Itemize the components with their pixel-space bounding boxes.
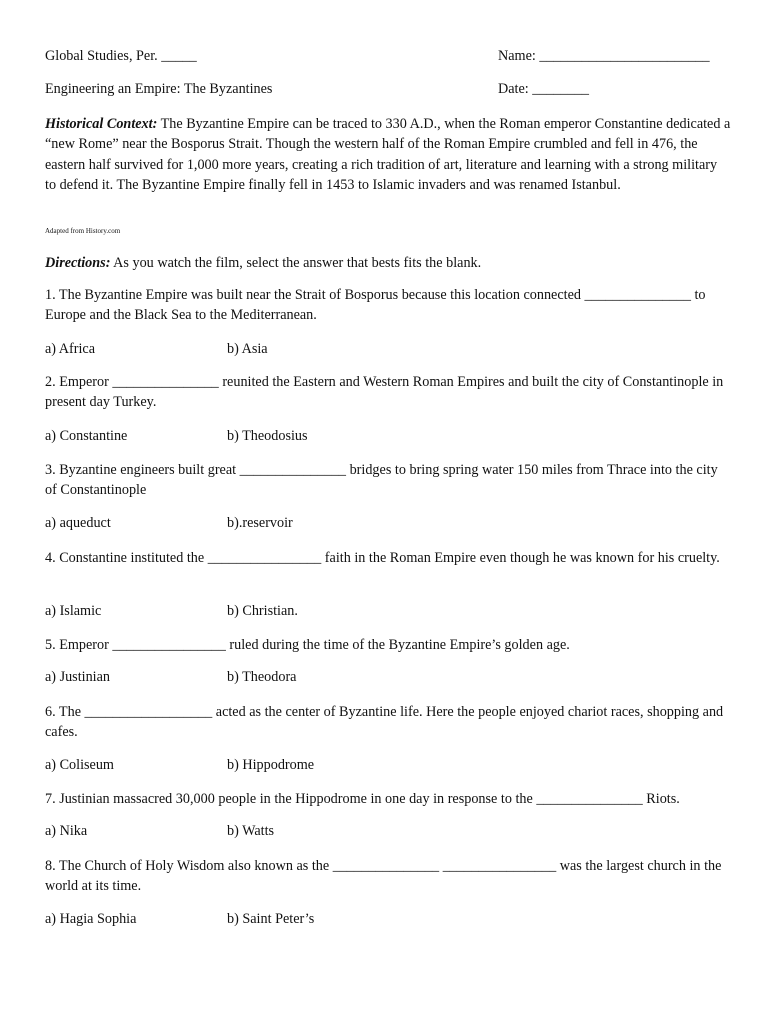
question-1: 1. The Byzantine Empire was built near the Strait of Bosporus because this location connected _______________ to Europe and the Black Sea to the Mediterranean. xyxy=(45,287,706,324)
question-5-option-a: a) Justinian xyxy=(45,669,111,685)
question-6: 6. The __________________ acted as the center of Byzantine life. Here the people enjoyed chariot races, shopping and cafes. xyxy=(45,704,724,741)
date-line: Date: ________ xyxy=(498,81,590,97)
course-period-line: Global Studies, Per. _____ xyxy=(45,48,197,64)
question-1-option-b: b) Asia xyxy=(227,341,268,357)
question-7: 7. Justinian massacred 30,000 people in the Hippodrome in one day in response to the _______________ Riots. xyxy=(45,791,680,807)
question-8: 8. The Church of Holy Wisdom also known as the _______________ ________________ was the largest church in the world at its time. xyxy=(45,858,722,895)
historical-context-label: Historical Context: xyxy=(45,116,158,132)
historical-context xyxy=(45,114,731,195)
question-5-option-b: b) Theodora xyxy=(227,669,297,685)
question-6-option-a: a) Coliseum xyxy=(45,757,114,773)
question-3-option-a: a) aqueduct xyxy=(45,515,111,531)
question-3-option-b: b).reservoir xyxy=(227,515,293,531)
question-7-option-b: b) Watts xyxy=(227,823,275,839)
question-3: 3. Byzantine engineers built great _______________ bridges to bring spring water 150 miles from Thrace into the city of Constantinople xyxy=(45,462,718,499)
directions-label: Directions: xyxy=(45,255,111,271)
historical-context-text: The Byzantine Empire can be traced to 330 A.D., when the Roman emperor Constantine dedicated a “new Rome” near the Bosporus Strait. Though the western half of the Roman Empire crumbled and fell in 476, the eastern half survived for 1,000 more years, creating a rich tradition of art, literature and learning with a strong military to defend it. The Byzantine Empire finally fell in 1453 to Islamic invaders and was renamed Istanbul. xyxy=(45,116,731,193)
question-6-option-b: b) Hippodrome xyxy=(227,757,315,773)
question-4-option-b: b) Christian. xyxy=(227,603,298,619)
name-line: Name: ________________________ xyxy=(498,48,710,64)
question-4: 4. Constantine instituted the ________________ faith in the Roman Empire even though he was known for his cruelty. xyxy=(45,550,720,566)
question-2-option-b: b) Theodosius xyxy=(227,428,308,444)
question-8-option-b: b) Saint Peter’s xyxy=(227,911,315,927)
question-5: 5. Emperor ________________ ruled during the time of the Byzantine Empire’s golden age. xyxy=(45,637,570,653)
worksheet-title: Engineering an Empire: The Byzantines xyxy=(45,81,273,97)
question-1-option-a: a) Africa xyxy=(45,341,96,357)
directions-text: As you watch the film, select the answer that bests fits the blank. xyxy=(110,255,482,271)
question-7-option-a: a) Nika xyxy=(45,823,88,839)
source-note: Adapted from History.com xyxy=(45,227,121,235)
question-8-option-a: a) Hagia Sophia xyxy=(45,911,137,927)
question-2: 2. Emperor _______________ reunited the Eastern and Western Roman Empires and built the city of Constantinople in present day Turkey. xyxy=(45,374,724,411)
directions xyxy=(45,253,731,273)
question-2-option-a: a) Constantine xyxy=(45,428,128,444)
question-4-option-a: a) Islamic xyxy=(45,603,102,619)
